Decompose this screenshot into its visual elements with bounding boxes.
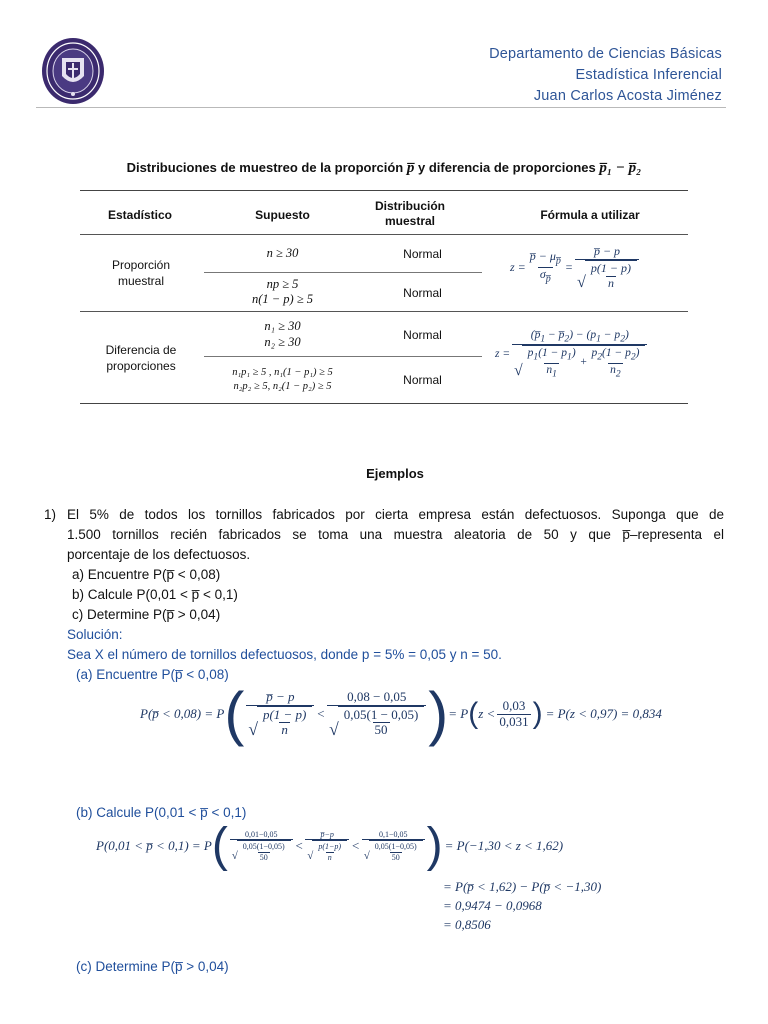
result-part-b3: = 0,8506 (443, 917, 491, 932)
result-part-b0: = P(−1,30 < z < 1,62) (444, 838, 564, 853)
solution-intro: Sea X el número de tornillos defectuosos, donde p = 5% = 0,05 y n = 50. (67, 647, 502, 662)
problem-item-c: c) Determine P(p̅ > 0,04) (72, 607, 221, 622)
problem-line-2: 1.500 tornillos recién fabricados se toma una muestra aleatoria de 50 y que p̅–representa el (67, 527, 724, 542)
row1-distribution-b: Normal (403, 286, 442, 300)
header-assumption: Supuesto (255, 208, 310, 222)
row1-statistic: Proporción muestral (111, 258, 171, 288)
problem-number: 1) (44, 507, 57, 522)
solution-label: Solución: (67, 627, 123, 642)
row2-assumption-b2: n₂p₂ ≥ 5, n₂(1 − p₂) ≥ 5 (233, 381, 332, 392)
row-divider (80, 311, 688, 312)
problem-item-a: a) Encuentre P(p̅ < 0,08) (72, 567, 221, 582)
header-statistic: Estadístico (107, 208, 173, 222)
part-c-label: (c) Determine P(p̅ > 0,04) (76, 959, 229, 974)
header-distribution: Distribución muestral (374, 199, 445, 228)
row2-assumption-a2: n₂ ≥ 30 (264, 335, 301, 349)
table-bottom-border (80, 403, 688, 404)
table-top-border (80, 190, 688, 191)
table-header-border (80, 234, 688, 235)
row2-inner-border (204, 356, 482, 357)
table-title: Distribuciones de muestreo de la proporción p̅ y diferencia de proporciones p̅₁ − p̅₂ (126, 160, 642, 176)
examples-heading: Ejemplos (366, 466, 424, 481)
result-part-b2: = 0,9474 − 0,0968 (443, 898, 542, 913)
row1-formula: z = $\frac{p̅ - \mu_{p̅}}{\sigma_{p̅}}$ = p̅ − p √ $\frac{p(1 - p)}{n}$ (510, 245, 641, 290)
row2-assumption-b1: n₁p₁ ≥ 5 , n₁(1 − p₁) ≥ 5 (232, 367, 333, 378)
problem-line-1: El 5% de todos los tornillos fabricados por cierta empresa están defectuosos. Suponga que de (67, 507, 724, 522)
part-b-label: (b) Calcule P(0,01 < p̅ < 0,1) (76, 805, 247, 820)
row2-assumption-a1: n₁ ≥ 30 (264, 319, 301, 333)
equation-part-a: P(p̅ < 0,08) = P ( p̅ − p √ $\frac{p(1 - p)}{n}$ < 0,08 − 0,05 √ $\frac{0,05(1 - 0,05)}{50}$ ) = P ( z < $\frac{0,03}{0,031}$ ) = P(z < 0,97) = 0,834 (140, 680, 662, 747)
university-seal-logo (40, 36, 106, 106)
row2-formula: z = ($p̅_1$ − $p̅_2) - (p_1 - p_2)$ √ $\frac{p_1(1 - p_1)}{n_1}$ + $\frac{p_2(1 - p_2)}{n_2}$ (495, 329, 649, 379)
row1-assumption-b1: np ≥ 5 (266, 277, 299, 291)
problem-line-3: porcentaje de los defectuosos. (67, 547, 251, 562)
row2-statistic: Diferencia de proporciones (105, 343, 177, 373)
header-formula: Fórmula a utilizar (540, 208, 640, 222)
part-a-label: (a) Encuentre P(p̅ < 0,08) (76, 667, 229, 682)
row1-assumption-a: n ≥ 30 (266, 246, 299, 260)
result-part-b1: = P(p̅ < 1,62) − P(p̅ < −1,30) (443, 879, 602, 894)
header-divider (36, 107, 726, 108)
row2-distribution-b: Normal (403, 373, 442, 387)
result-part-a: = P(z < 0,97) = 0,834 (545, 706, 662, 721)
header-department: Departamento de Ciencias Básicas (489, 46, 722, 62)
row1-assumption-b2: n(1 − p) ≥ 5 (251, 292, 314, 306)
row2-distribution-a: Normal (403, 328, 442, 342)
header-author: Juan Carlos Acosta Jiménez (533, 88, 722, 104)
header-course: Estadística Inferencial (575, 67, 722, 83)
row1-distribution-a: Normal (403, 247, 442, 261)
row1-inner-border (204, 272, 482, 273)
problem-item-b: b) Calcule P(0,01 < p̅ < 0,1) (72, 587, 238, 602)
equation-part-b: P(0,01 < p̅ < 0,1) = P ( 0,01−0,05 √ $\frac{0,05(1-0,05)}{50}$ < p̅−p √ $\frac{p(1-p)}{n}$ < 0,1−0,05 √ $\frac{0,05(1-0,05)}{50}$ ) = P(−1,30 < z < 1,62) (96, 819, 564, 872)
